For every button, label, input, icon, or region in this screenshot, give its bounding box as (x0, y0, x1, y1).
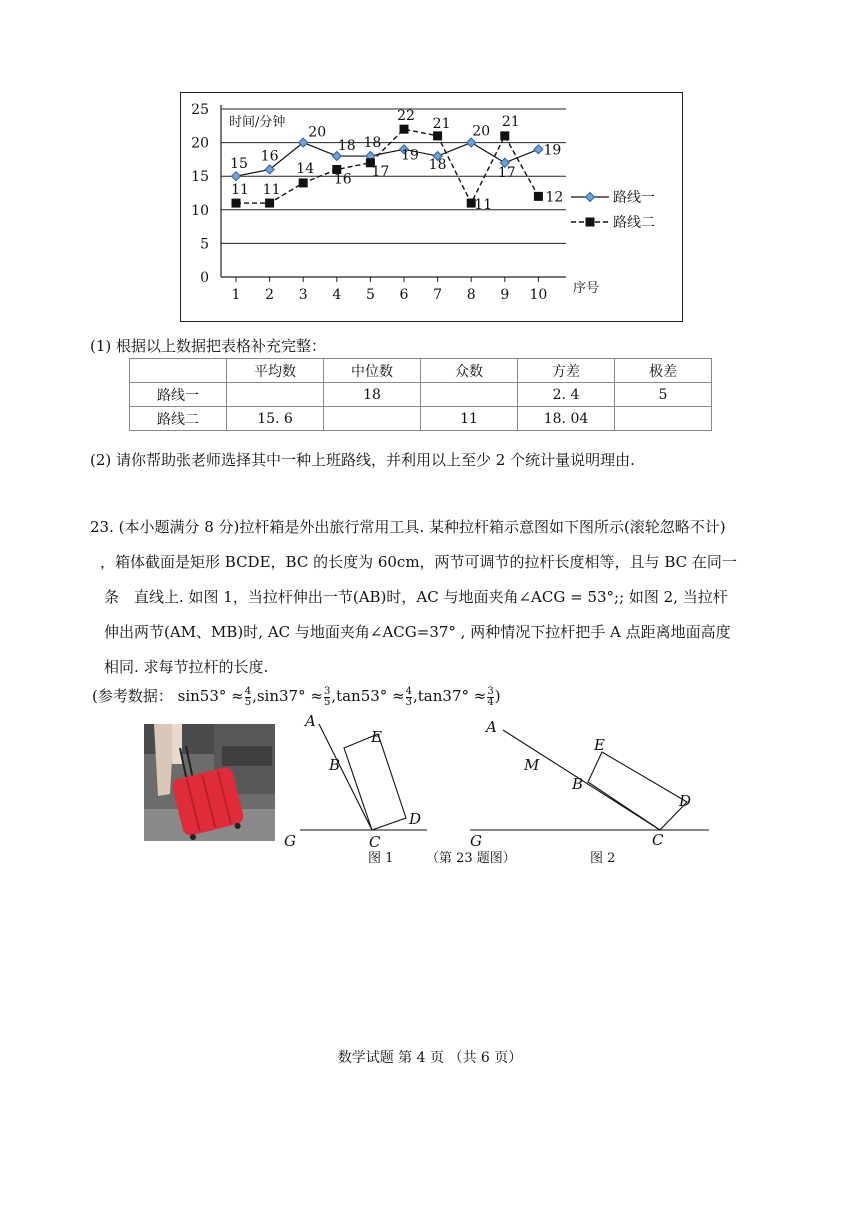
legend-route2-marker (586, 218, 595, 227)
header-cell: 方差 (518, 359, 615, 383)
table-cell: 5 (615, 383, 712, 407)
table-row (130, 383, 712, 407)
route2-data-label: 11 (474, 197, 493, 214)
legend-route1-label: 路线一 (613, 190, 655, 206)
fig1-label-E: E (371, 728, 382, 746)
route1-data-label: 17 (497, 164, 516, 181)
route2-point (534, 192, 543, 201)
table-header-row (130, 359, 712, 383)
route1-data-label: 16 (260, 148, 279, 165)
route1-data-label: 15 (230, 156, 248, 173)
frac-tan53: $\frac{4}{3}$ (405, 685, 413, 708)
table-cell: 2. 4 (518, 383, 615, 407)
row-label: 路线一 (130, 383, 227, 407)
route1-data-label: 18 (337, 138, 356, 155)
y-axis-label: 时间/分钟 (229, 115, 286, 130)
x-tick-label: 8 (466, 287, 476, 303)
fig1-caption: 图 1 (368, 851, 394, 866)
q23-line-2: ，箱体截面是矩形 BCDE，BC 的长度为 60cm，两节可调节的拉杆长度相等，且与 BC 在同一 (100, 553, 737, 571)
route2-data-label: 11 (262, 182, 281, 199)
legend-route2-label: 路线二 (613, 215, 655, 231)
table-cell (421, 383, 518, 407)
header-cell: 平均数 (227, 359, 324, 383)
header-cell: 极差 (615, 359, 712, 383)
header-cell: 中位数 (324, 359, 421, 383)
header-cell: 众数 (421, 359, 518, 383)
route2-point (433, 131, 442, 140)
x-tick-label: 6 (399, 287, 409, 303)
line-chart-frame (180, 92, 683, 322)
ref-prefix: (参考数据： sin53° ≈ (92, 687, 244, 705)
route2-point (400, 125, 409, 134)
frac-sin53: $\frac{4}{5}$ (244, 685, 252, 708)
route2-point (500, 131, 509, 140)
table-cell: 18 (324, 383, 421, 407)
fig1-label-A: A (305, 712, 316, 730)
route1-point (232, 172, 241, 181)
y-tick-label: 25 (191, 102, 209, 118)
x-tick-label: 4 (332, 287, 342, 303)
route1-data-label: 19 (543, 142, 562, 159)
table-cell (324, 407, 421, 431)
route2-data-label: 14 (296, 160, 315, 177)
fig1-label-B: B (329, 756, 341, 774)
fig2-label-G: G (470, 832, 482, 850)
fig2-caption: 图 2 (590, 851, 616, 866)
y-tick-label: 5 (200, 236, 209, 253)
y-tick-label: 0 (200, 270, 209, 286)
table-cell (227, 383, 324, 407)
route-time-line-chart (181, 93, 682, 321)
route2-data-label: 21 (501, 113, 520, 130)
table-cell: 11 (421, 407, 518, 431)
ref-tan37: ,tan37° ≈ (413, 687, 487, 705)
fig1-label-D: D (409, 810, 422, 828)
q1-instruction: (1) 根据以上数据把表格补充完整： (90, 337, 327, 355)
table-cell: 15. 6 (227, 407, 324, 431)
route1-data-label: 20 (308, 124, 327, 141)
q23-line-3: 条 直线上. 如图 1，当拉杆伸出一节(AB)时，AC 与地面夹角∠ACG = 53°;; 如图 2, 当拉杆 (104, 588, 728, 606)
q23-line-1: 23. (本小题满分 8 分)拉杆箱是外出旅行常用工具. 某种拉杆箱示意图如下图所示(滚轮忽略不计) (90, 518, 726, 536)
route1-data-label: 18 (428, 157, 447, 174)
fig1-label-G: G (284, 832, 296, 850)
geometry-figures (280, 710, 720, 870)
page-footer: 数学试题 第 4 页 （共 6 页） (337, 1050, 523, 1066)
x-tick-label: 2 (265, 287, 275, 303)
q2-text: (2) 请你帮助张老师选择其中一种上班路线，并利用以上至少 2 个统计量说明理由. (90, 451, 635, 469)
fig2-label-M: M (524, 756, 540, 774)
ref-tan53: ,tan53° ≈ (331, 687, 405, 705)
route1-data-label: 18 (363, 135, 382, 152)
y-tick-label: 15 (191, 169, 209, 186)
ref-sin37: ,sin37° ≈ (252, 687, 323, 705)
x-tick-label: 5 (365, 287, 375, 303)
route2-data-label: 12 (545, 189, 564, 206)
frac-tan37: $\frac{3}{4}$ (487, 685, 494, 708)
fig-caption-mid: （第 23 题图） (426, 851, 516, 866)
route2-point (232, 199, 241, 208)
fig2-label-B: B (572, 775, 584, 793)
fig2-label-A: A (486, 718, 497, 736)
route2-data-label: 21 (432, 115, 451, 132)
frac-sin37: $\frac{3}{5}$ (323, 685, 331, 708)
stats-table (129, 358, 712, 431)
route2-point (299, 178, 308, 187)
table-row (130, 407, 712, 431)
route1-data-label: 20 (472, 123, 491, 140)
route2-data-label: 17 (371, 163, 390, 180)
x-tick-label: 9 (500, 287, 510, 303)
fig2-label-E: E (594, 736, 605, 754)
reference-data (92, 686, 501, 708)
q23-line-4: 伸出两节(AM、MB)时, AC 与地面夹角∠ACG=37° , 两种情况下拉杆把手 A 点距离地面高度 (104, 623, 731, 641)
ref-suffix: ) (494, 687, 501, 705)
q23-line-5: 相同. 求每节拉杆的长度. (104, 658, 269, 676)
x-tick-label: 10 (529, 287, 548, 303)
fig2-label-D: D (679, 792, 692, 810)
fig1-label-C: C (369, 833, 381, 851)
y-tick-label: 10 (191, 202, 209, 219)
header-cell (130, 359, 227, 383)
legend-route1-marker (586, 193, 595, 202)
x-tick-label: 7 (433, 287, 443, 303)
x-tick-label: 3 (298, 287, 308, 303)
route2-point (265, 199, 274, 208)
route1-data-label: 19 (401, 147, 419, 164)
route2-data-label: 16 (333, 171, 352, 188)
route2-data-label: 11 (231, 182, 249, 199)
table-cell (615, 407, 712, 431)
route1-point (534, 145, 543, 154)
table-cell: 18. 04 (518, 407, 615, 431)
y-tick-label: 20 (191, 135, 209, 152)
fig2-label-C: C (652, 831, 664, 849)
x-axis-label: 序号 (573, 281, 600, 296)
route2-data-label: 22 (397, 108, 415, 125)
row-label: 路线二 (130, 407, 227, 431)
x-tick-label: 1 (231, 287, 241, 303)
luggage-photo (144, 724, 275, 841)
